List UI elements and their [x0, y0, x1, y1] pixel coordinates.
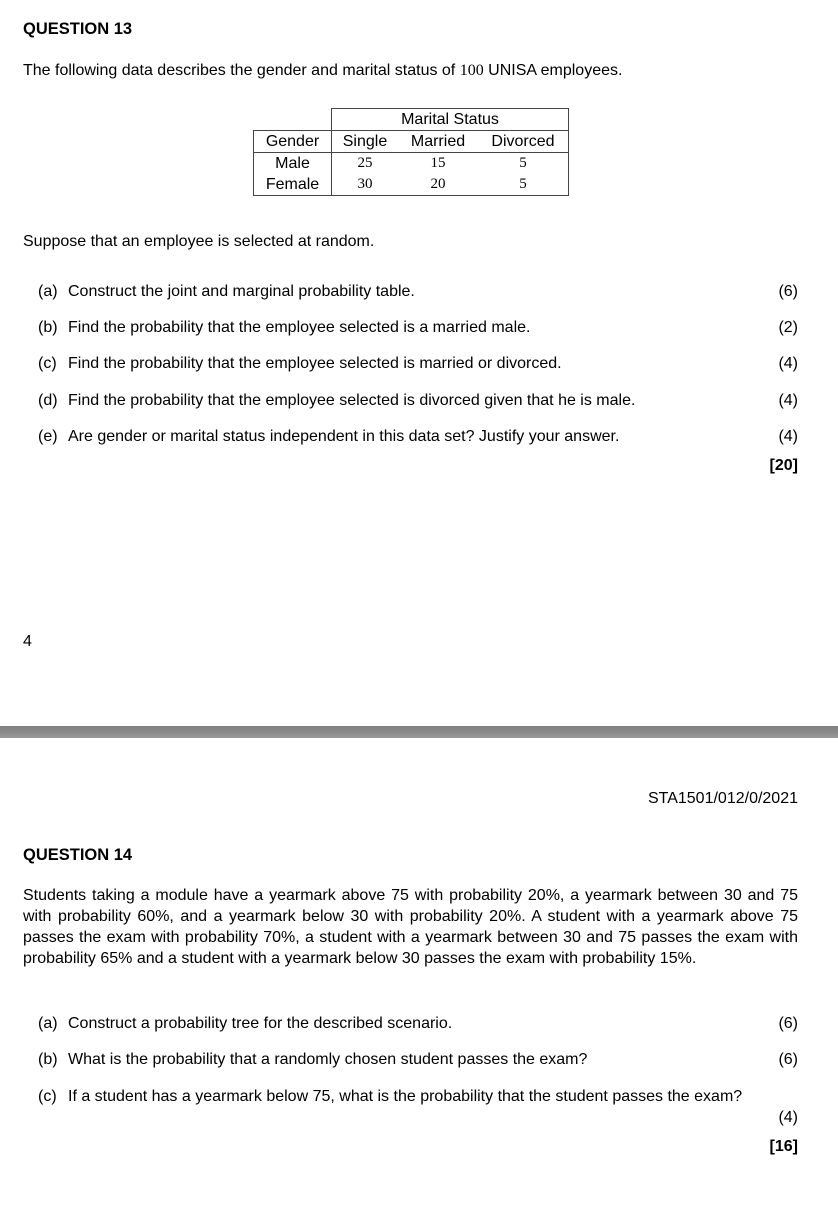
column-header: Gender — [254, 131, 332, 153]
table-header-row — [254, 131, 569, 153]
page-number: 4 — [23, 633, 32, 650]
table-cell: 5 — [478, 153, 569, 175]
item-marks: (6) — [778, 1051, 798, 1068]
question-14-item-b — [38, 1049, 798, 1070]
item-text: Find the probability that the employee selected is divorced given that he is male. — [68, 392, 636, 409]
table-cell: 5 — [478, 174, 569, 196]
marital-status-table — [253, 108, 569, 196]
item-label: (e) — [38, 428, 58, 445]
question-14-title: QUESTION 14 — [23, 846, 133, 864]
question-14-item-c — [38, 1086, 798, 1126]
table-cell: 30 — [332, 174, 399, 196]
page-divider — [0, 726, 838, 738]
item-text: Find the probability that the employee selected is married or divorced. — [68, 355, 562, 372]
item-label: (a) — [38, 1015, 58, 1032]
item-text: Find the probability that the employee selected is a married male. — [68, 319, 531, 336]
table-row — [254, 153, 569, 175]
item-marks: (6) — [778, 283, 798, 300]
table-cell: 25 — [357, 155, 373, 171]
column-header: Married — [398, 131, 478, 153]
table-group-header-row — [254, 109, 569, 131]
item-marks: (4) — [778, 428, 798, 445]
item-marks: (4) — [778, 392, 798, 409]
row-label: Male — [254, 153, 332, 175]
question-14-total: [16] — [769, 1138, 798, 1155]
question-13-total: [20] — [769, 457, 798, 474]
question-13-intro — [23, 60, 622, 81]
item-marks: (6) — [778, 1015, 798, 1032]
question-13-title: QUESTION 13 — [23, 20, 133, 38]
column-header: Single — [332, 131, 399, 153]
item-label: (c) — [38, 1088, 57, 1105]
question-14-intro: Students taking a module have a yearmark above 75 with probability 20%, a yearmark between 30 and 75 with probability 60%, and a yearmark below 30 with probability 20%. A student with a yearmark above 75 passes the exam with probability 70%, a student with a yearmark between 30 and 75 passes the exam with probability 65% and a student with a yearmark below 30 passes the exam with probability 15%. — [23, 887, 798, 967]
item-label: (d) — [38, 392, 58, 409]
table-row — [254, 174, 569, 196]
item-text: What is the probability that a randomly chosen student passes the exam? — [68, 1051, 588, 1068]
course-code: STA1501/012/0/2021 — [647, 790, 798, 807]
marital-status-header: Marital Status — [332, 109, 569, 131]
item-marks: (4) — [778, 355, 798, 372]
item-label: (c) — [38, 355, 57, 372]
item-label: (b) — [38, 1051, 58, 1068]
question-13-item-d — [38, 390, 798, 411]
question-13-item-e — [38, 426, 798, 447]
item-text: Construct the joint and marginal probability table. — [68, 283, 415, 300]
item-text: Are gender or marital status independent in this data set? Justify your answer. — [68, 428, 620, 445]
table-cell: 20 — [398, 174, 478, 196]
item-label: (b) — [38, 319, 58, 336]
table-cell: 15 — [430, 155, 446, 171]
question-14-item-a — [38, 1013, 798, 1034]
question-13-item-a — [38, 281, 798, 302]
item-text: If a student has a yearmark below 75, what is the probability that the student passes the exam? — [68, 1088, 743, 1105]
intro-after: UNISA employees. — [483, 62, 623, 79]
item-marks: (4) — [778, 1109, 798, 1126]
item-marks: (2) — [778, 319, 798, 336]
item-label: (a) — [38, 283, 58, 300]
question-13-suppose: Suppose that an employee is selected at random. — [23, 233, 375, 250]
row-label: Female — [254, 174, 332, 196]
question-13-item-c — [38, 353, 798, 374]
intro-number: 100 — [459, 62, 484, 79]
column-header: Divorced — [478, 131, 569, 153]
intro-before: The following data describes the gender and marital status of — [23, 62, 460, 79]
question-13-item-b — [38, 317, 798, 338]
item-text: Construct a probability tree for the described scenario. — [68, 1015, 453, 1032]
